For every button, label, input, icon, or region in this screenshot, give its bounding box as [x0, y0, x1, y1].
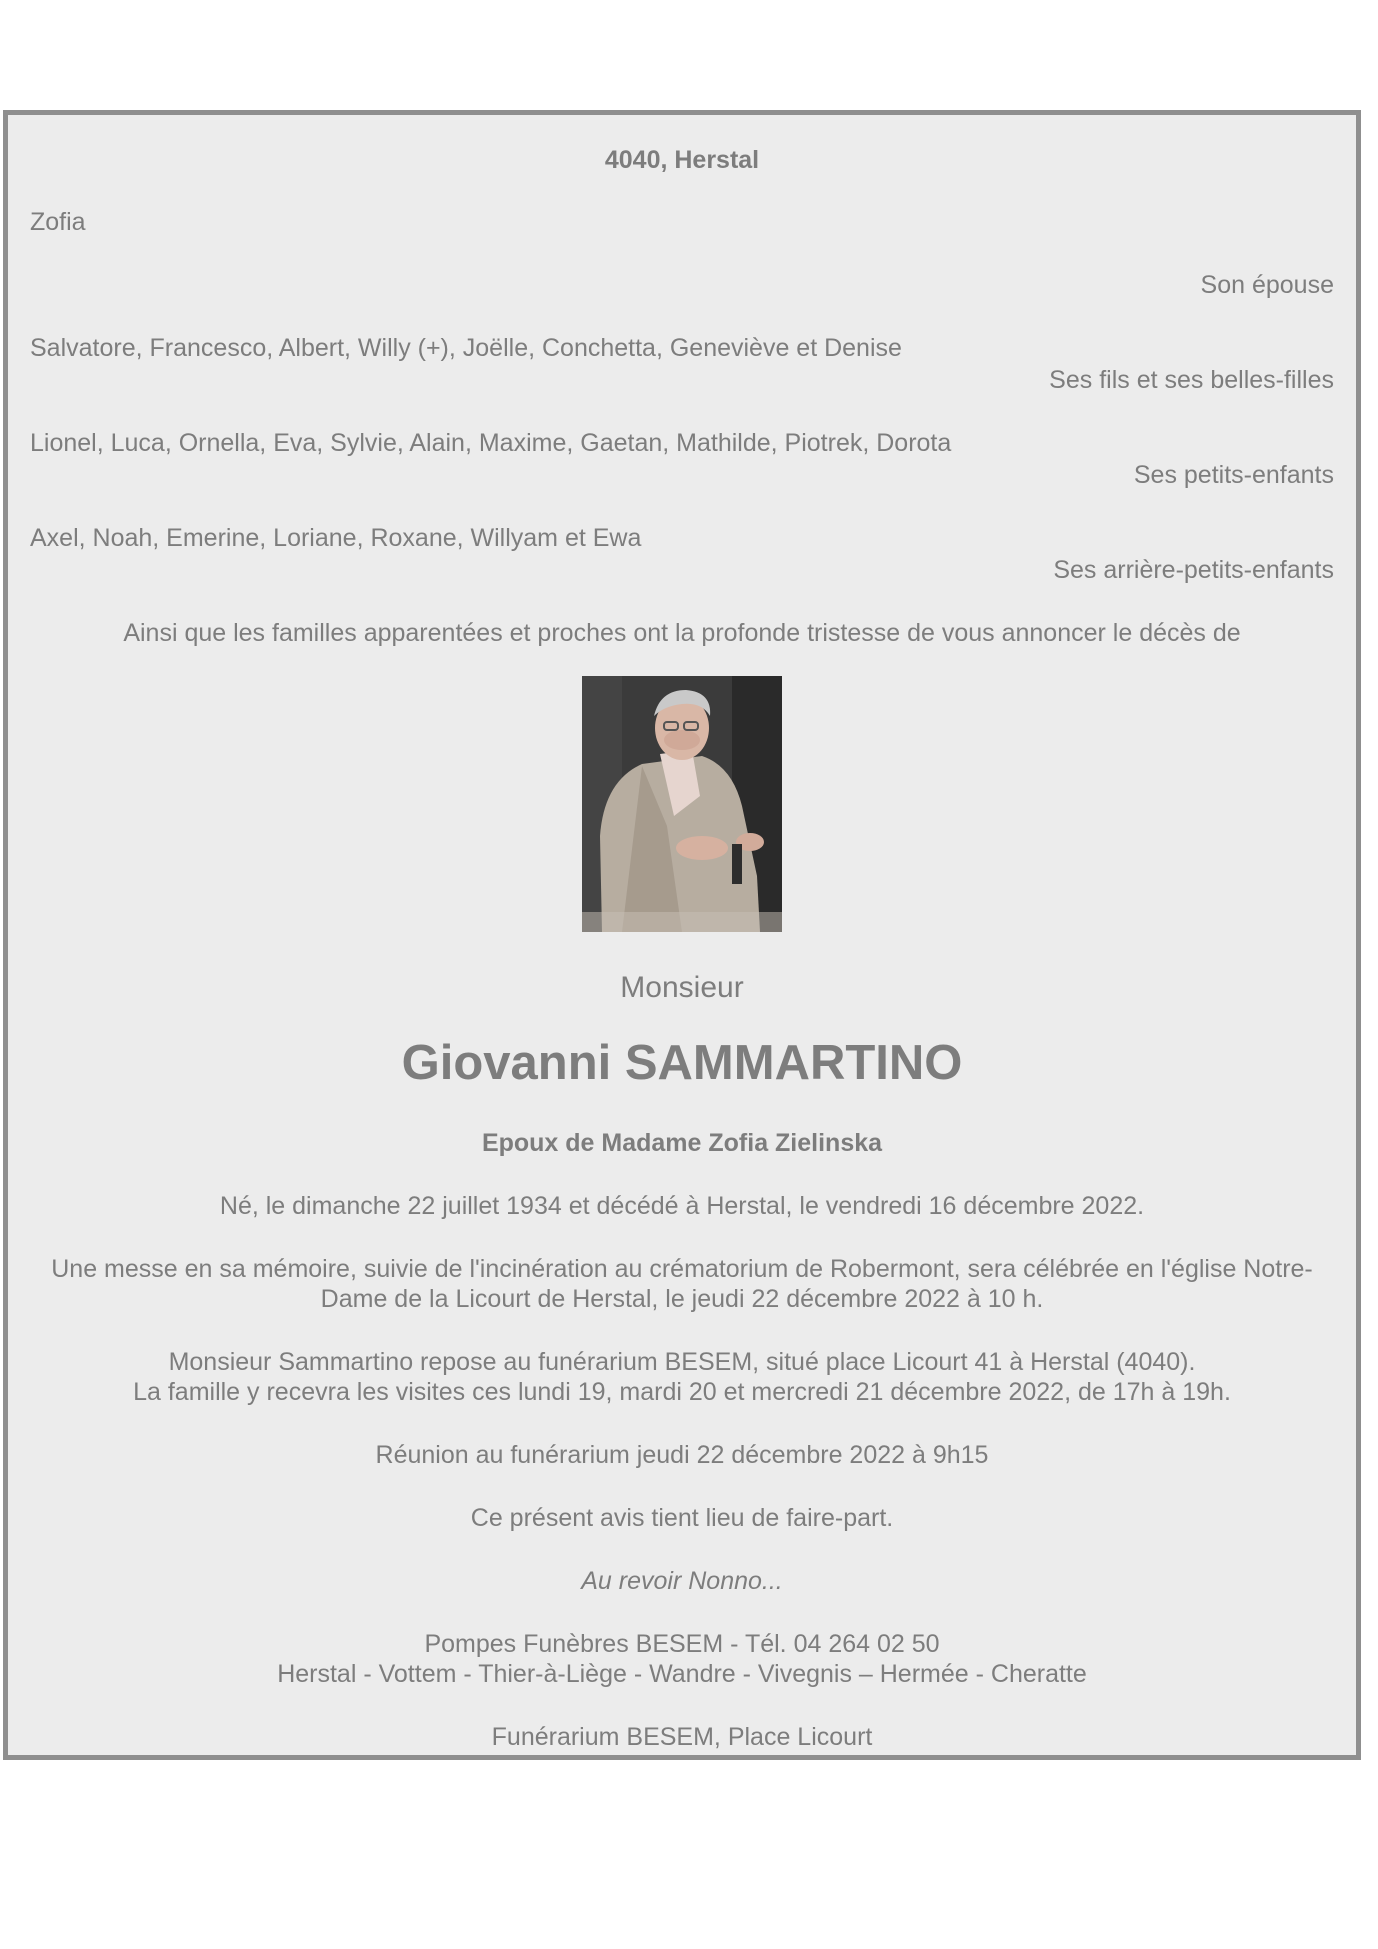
spouse-line: Epoux de Madame Zofia Zielinska: [481, 1129, 883, 1157]
sons-role: Ses fils et ses belles-filles: [1049, 366, 1334, 394]
portrait-image: [582, 676, 782, 932]
farewell-line: Au revoir Nonno...: [581, 1567, 783, 1595]
death-notice: [3, 110, 1361, 1760]
announcement-text: Ainsi que les familles apparentées et proches ont la profonde tristesse de vous annoncer le décès de: [123, 619, 1241, 647]
deceased-title: Monsieur: [620, 971, 744, 1004]
meeting-line: Réunion au funérarium jeudi 22 décembre 2022 à 9h15: [375, 1441, 989, 1469]
mass-line-1: Une messe en sa mémoire, suivie de l'incinération au crématorium de Robermont, sera célébrée en l'église Notre-: [51, 1255, 1313, 1283]
sons-names: Salvatore, Francesco, Albert, Willy (+), Joëlle, Conchetta, Geneviève et Denise: [30, 334, 902, 362]
spouse-role: Son épouse: [1200, 271, 1334, 299]
deceased-name: Giovanni SAMMARTINO: [401, 1036, 963, 1090]
mass-line-2: Dame de la Licourt de Herstal, le jeudi 22 décembre 2022 à 10 h.: [320, 1285, 1044, 1313]
grandchildren-names: Lionel, Luca, Ornella, Eva, Sylvie, Alain, Maxime, Gaetan, Mathilde, Piotrek, Dorota: [30, 429, 952, 457]
locations-line: Herstal - Vottem - Thier-à-Liège - Wandre - Vivegnis – Hermée - Cheratte: [277, 1660, 1087, 1688]
spouse-name: Zofia: [30, 208, 86, 236]
grandchildren-role: Ses petits-enfants: [1133, 461, 1334, 489]
birth-death-line: Né, le dimanche 22 juillet 1934 et décédé à Herstal, le vendredi 16 décembre 2022.: [219, 1192, 1145, 1220]
rest-line-2: La famille y recevra les visites ces lundi 19, mardi 20 et mercredi 21 décembre 2022, de 17h à 19h.: [133, 1378, 1231, 1406]
rest-line-1: Monsieur Sammartino repose au funérarium BESEM, situé place Licourt 41 à Herstal (4040).: [168, 1348, 1196, 1376]
great-grandchildren-role: Ses arrière-petits-enfants: [1053, 556, 1334, 584]
funerarium-line: Funérarium BESEM, Place Licourt: [491, 1723, 873, 1751]
notice-line: Ce présent avis tient lieu de faire-part.: [470, 1504, 894, 1532]
great-grandchildren-names: Axel, Noah, Emerine, Loriane, Roxane, Willyam et Ewa: [30, 524, 642, 552]
company-line: Pompes Funèbres BESEM - Tél. 04 264 02 50: [424, 1630, 940, 1658]
portrait-photo: [582, 676, 782, 932]
location-header: 4040, Herstal: [604, 146, 760, 174]
